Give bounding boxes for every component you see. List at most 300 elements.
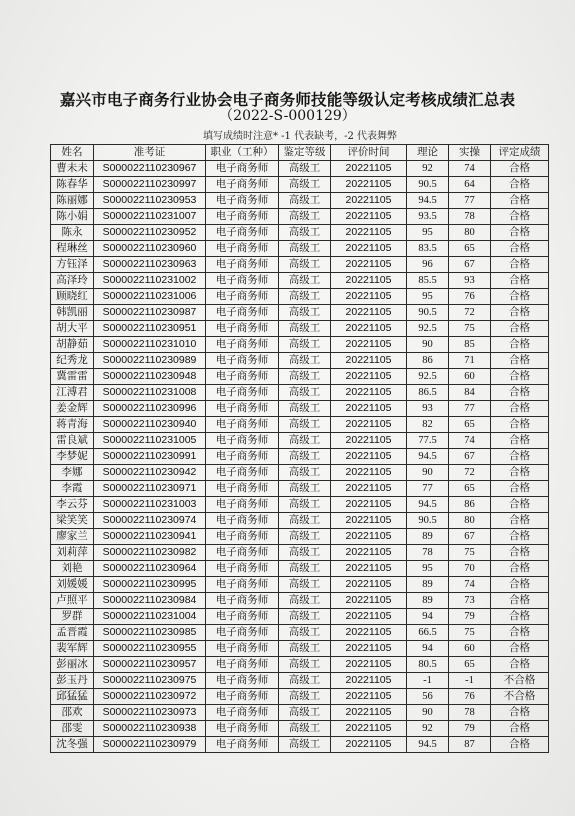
level-cell: 高级工: [279, 593, 331, 609]
result-cell: 合格: [491, 305, 549, 321]
theory-score-cell: 90: [407, 337, 449, 353]
result-cell: 合格: [491, 449, 549, 465]
practice-score-cell: 72: [449, 305, 491, 321]
practice-score-cell: 75: [449, 321, 491, 337]
name-cell: 刘媛媛: [51, 577, 94, 593]
exam-id-cell: S000022110230942: [94, 465, 206, 481]
name-cell: 李云芬: [51, 497, 94, 513]
level-cell: 高级工: [279, 193, 331, 209]
date-cell: 20221105: [331, 529, 407, 545]
table-row: [51, 513, 549, 529]
occupation-cell: 电子商务师: [206, 289, 279, 305]
theory-score-cell: 96: [407, 257, 449, 273]
table-row: [51, 321, 549, 337]
practice-score-cell: 74: [449, 433, 491, 449]
name-cell: 邵欢: [51, 705, 94, 721]
theory-score-cell: -1: [407, 673, 449, 689]
table-header: [51, 145, 549, 161]
table-row: [51, 609, 549, 625]
level-cell: 高级工: [279, 273, 331, 289]
exam-id-cell: S000022110230974: [94, 513, 206, 529]
occupation-cell: 电子商务师: [206, 241, 279, 257]
level-cell: 高级工: [279, 225, 331, 241]
date-cell: 20221105: [331, 513, 407, 529]
name-cell: 顾晓红: [51, 289, 94, 305]
theory-score-cell: 92.5: [407, 369, 449, 385]
result-cell: 合格: [491, 609, 549, 625]
theory-score-cell: 94.5: [407, 737, 449, 753]
date-cell: 20221105: [331, 433, 407, 449]
name-cell: 江溥君: [51, 385, 94, 401]
occupation-cell: 电子商务师: [206, 417, 279, 433]
name-cell: 彭丽冰: [51, 657, 94, 673]
date-cell: 20221105: [331, 289, 407, 305]
result-cell: 合格: [491, 369, 549, 385]
level-cell: 高级工: [279, 625, 331, 641]
level-cell: 高级工: [279, 401, 331, 417]
practice-score-cell: 72: [449, 465, 491, 481]
result-cell: 合格: [491, 481, 549, 497]
occupation-cell: 电子商务师: [206, 177, 279, 193]
occupation-cell: 电子商务师: [206, 481, 279, 497]
date-cell: 20221105: [331, 481, 407, 497]
occupation-cell: 电子商务师: [206, 529, 279, 545]
occupation-cell: 电子商务师: [206, 353, 279, 369]
exam-id-cell: S000022110230973: [94, 705, 206, 721]
exam-id-cell: S000022110230971: [94, 481, 206, 497]
practice-score-cell: 71: [449, 353, 491, 369]
fill-in-note: 填写成绩时注意* -1 代表缺考，-2 代表舞弊: [202, 131, 398, 142]
exam-id-cell: S000022110231010: [94, 337, 206, 353]
header-exam-id: 准考证: [94, 145, 206, 161]
name-cell: 陈丽娜: [51, 193, 94, 209]
theory-score-cell: 89: [407, 529, 449, 545]
level-cell: 高级工: [279, 657, 331, 673]
exam-id-cell: S000022110230979: [94, 737, 206, 753]
date-cell: 20221105: [331, 225, 407, 241]
name-cell: 韩凯丽: [51, 305, 94, 321]
practice-score-cell: 78: [449, 705, 491, 721]
practice-score-cell: 79: [449, 609, 491, 625]
practice-score-cell: 86: [449, 497, 491, 513]
theory-score-cell: 90.5: [407, 177, 449, 193]
result-cell: 合格: [491, 177, 549, 193]
theory-score-cell: 90.5: [407, 305, 449, 321]
table-row: [51, 529, 549, 545]
table-row: [51, 369, 549, 385]
theory-score-cell: 94.5: [407, 449, 449, 465]
exam-id-cell: S000022110231007: [94, 209, 206, 225]
table-row: [51, 401, 549, 417]
result-cell: 合格: [491, 385, 549, 401]
header-theory: 理论: [407, 145, 449, 161]
table-row: [51, 705, 549, 721]
name-cell: 胡静茹: [51, 337, 94, 353]
level-cell: 高级工: [279, 497, 331, 513]
exam-id-cell: S000022110230989: [94, 353, 206, 369]
practice-score-cell: 65: [449, 417, 491, 433]
exam-id-cell: S000022110231002: [94, 273, 206, 289]
result-cell: 不合格: [491, 689, 549, 705]
date-cell: 20221105: [331, 561, 407, 577]
level-cell: 高级工: [279, 209, 331, 225]
name-cell: 李梦妮: [51, 449, 94, 465]
theory-score-cell: 94.5: [407, 497, 449, 513]
practice-score-cell: 80: [449, 513, 491, 529]
theory-score-cell: 78: [407, 545, 449, 561]
occupation-cell: 电子商务师: [206, 657, 279, 673]
document-title: 嘉兴市电子商务行业协会电子商务师技能等级认定考核成绩汇总表: [59, 90, 516, 109]
result-cell: 合格: [491, 545, 549, 561]
occupation-cell: 电子商务师: [206, 497, 279, 513]
date-cell: 20221105: [331, 705, 407, 721]
theory-score-cell: 80.5: [407, 657, 449, 673]
name-cell: 彭玉丹: [51, 673, 94, 689]
theory-score-cell: 90: [407, 465, 449, 481]
occupation-cell: 电子商务师: [206, 385, 279, 401]
exam-id-cell: S000022110230996: [94, 401, 206, 417]
name-cell: 纪秀龙: [51, 353, 94, 369]
level-cell: 高级工: [279, 337, 331, 353]
exam-id-cell: S000022110230953: [94, 193, 206, 209]
name-cell: 陈小娟: [51, 209, 94, 225]
occupation-cell: 电子商务师: [206, 561, 279, 577]
occupation-cell: 电子商务师: [206, 609, 279, 625]
result-cell: 合格: [491, 497, 549, 513]
level-cell: 高级工: [279, 721, 331, 737]
date-cell: 20221105: [331, 209, 407, 225]
date-cell: 20221105: [331, 401, 407, 417]
table-row: [51, 177, 549, 193]
result-cell: 合格: [491, 241, 549, 257]
table-row: [51, 625, 549, 641]
date-cell: 20221105: [331, 177, 407, 193]
level-cell: 高级工: [279, 609, 331, 625]
level-cell: 高级工: [279, 465, 331, 481]
name-cell: 邵雯: [51, 721, 94, 737]
result-cell: 合格: [491, 257, 549, 273]
result-cell: 合格: [491, 561, 549, 577]
table-row: [51, 337, 549, 353]
date-cell: 20221105: [331, 417, 407, 433]
exam-id-cell: S000022110230984: [94, 593, 206, 609]
result-cell: 合格: [491, 641, 549, 657]
exam-id-cell: S000022110230952: [94, 225, 206, 241]
theory-score-cell: 86.5: [407, 385, 449, 401]
exam-id-cell: S000022110230982: [94, 545, 206, 561]
table-row: [51, 353, 549, 369]
result-cell: 合格: [491, 737, 549, 753]
result-cell: 合格: [491, 321, 549, 337]
name-cell: 孟晋霞: [51, 625, 94, 641]
name-cell: 罗群: [51, 609, 94, 625]
table-row: [51, 721, 549, 737]
practice-score-cell: 77: [449, 401, 491, 417]
result-cell: 合格: [491, 513, 549, 529]
date-cell: 20221105: [331, 193, 407, 209]
occupation-cell: 电子商务师: [206, 625, 279, 641]
exam-id-cell: S000022110230972: [94, 689, 206, 705]
result-cell: 合格: [491, 721, 549, 737]
table-row: [51, 433, 549, 449]
table-row: [51, 417, 549, 433]
header-name: 姓名: [51, 145, 94, 161]
result-cell: 合格: [491, 433, 549, 449]
level-cell: 高级工: [279, 257, 331, 273]
practice-score-cell: 70: [449, 561, 491, 577]
theory-score-cell: 92: [407, 161, 449, 177]
level-cell: 高级工: [279, 513, 331, 529]
result-cell: 合格: [491, 401, 549, 417]
header-result: 评定成绩: [491, 145, 549, 161]
theory-score-cell: 90.5: [407, 513, 449, 529]
table-row: [51, 241, 549, 257]
table-row: [51, 657, 549, 673]
date-cell: 20221105: [331, 657, 407, 673]
theory-score-cell: 94.5: [407, 193, 449, 209]
table-row: [51, 305, 549, 321]
level-cell: 高级工: [279, 577, 331, 593]
exam-id-cell: S000022110230960: [94, 241, 206, 257]
level-cell: 高级工: [279, 177, 331, 193]
date-cell: 20221105: [331, 257, 407, 273]
exam-id-cell: S000022110230948: [94, 369, 206, 385]
result-cell: 不合格: [491, 673, 549, 689]
theory-score-cell: 77: [407, 481, 449, 497]
occupation-cell: 电子商务师: [206, 225, 279, 241]
table-row: [51, 225, 549, 241]
level-cell: 高级工: [279, 481, 331, 497]
date-cell: 20221105: [331, 497, 407, 513]
header-row: [51, 145, 549, 161]
exam-id-cell: S000022110231005: [94, 433, 206, 449]
practice-score-cell: 87: [449, 737, 491, 753]
occupation-cell: 电子商务师: [206, 705, 279, 721]
date-cell: 20221105: [331, 625, 407, 641]
theory-score-cell: 82: [407, 417, 449, 433]
level-cell: 高级工: [279, 529, 331, 545]
table-row: [51, 465, 549, 481]
occupation-cell: 电子商务师: [206, 465, 279, 481]
table-row: [51, 561, 549, 577]
level-cell: 高级工: [279, 449, 331, 465]
practice-score-cell: 76: [449, 289, 491, 305]
date-cell: 20221105: [331, 353, 407, 369]
exam-id-cell: S000022110230941: [94, 529, 206, 545]
name-cell: 沈冬强: [51, 737, 94, 753]
date-cell: 20221105: [331, 273, 407, 289]
practice-score-cell: 78: [449, 209, 491, 225]
table-row: [51, 577, 549, 593]
occupation-cell: 电子商务师: [206, 337, 279, 353]
theory-score-cell: 85.5: [407, 273, 449, 289]
name-cell: 雷良斌: [51, 433, 94, 449]
theory-score-cell: 83.5: [407, 241, 449, 257]
level-cell: 高级工: [279, 433, 331, 449]
date-cell: 20221105: [331, 673, 407, 689]
occupation-cell: 电子商务师: [206, 305, 279, 321]
result-cell: 合格: [491, 417, 549, 433]
table-row: [51, 737, 549, 753]
level-cell: 高级工: [279, 385, 331, 401]
name-cell: 邱猛猛: [51, 689, 94, 705]
theory-score-cell: 93.5: [407, 209, 449, 225]
exam-id-cell: S000022110231006: [94, 289, 206, 305]
practice-score-cell: 76: [449, 689, 491, 705]
table-row: [51, 385, 549, 401]
date-cell: 20221105: [331, 161, 407, 177]
occupation-cell: 电子商务师: [206, 545, 279, 561]
occupation-cell: 电子商务师: [206, 321, 279, 337]
result-cell: 合格: [491, 625, 549, 641]
name-cell: 梁笑笑: [51, 513, 94, 529]
table-row: [51, 209, 549, 225]
date-cell: 20221105: [331, 577, 407, 593]
exam-id-cell: S000022110230997: [94, 177, 206, 193]
date-cell: 20221105: [331, 369, 407, 385]
result-cell: 合格: [491, 193, 549, 209]
occupation-cell: 电子商务师: [206, 513, 279, 529]
practice-score-cell: 84: [449, 385, 491, 401]
table-row: [51, 289, 549, 305]
date-cell: 20221105: [331, 545, 407, 561]
table-row: [51, 641, 549, 657]
practice-score-cell: 60: [449, 641, 491, 657]
practice-score-cell: 77: [449, 193, 491, 209]
level-cell: 高级工: [279, 545, 331, 561]
name-cell: 李霞: [51, 481, 94, 497]
practice-score-cell: 85: [449, 337, 491, 353]
practice-score-cell: 79: [449, 721, 491, 737]
table-row: [51, 449, 549, 465]
practice-score-cell: 73: [449, 593, 491, 609]
occupation-cell: 电子商务师: [206, 689, 279, 705]
exam-id-cell: S000022110230940: [94, 417, 206, 433]
theory-score-cell: 95: [407, 289, 449, 305]
header-date: 评价时间: [331, 145, 407, 161]
date-cell: 20221105: [331, 337, 407, 353]
level-cell: 高级工: [279, 353, 331, 369]
exam-id-cell: S000022110230938: [94, 721, 206, 737]
theory-score-cell: 95: [407, 561, 449, 577]
name-cell: 刘莉萍: [51, 545, 94, 561]
occupation-cell: 电子商务师: [206, 721, 279, 737]
name-cell: 冀雷雷: [51, 369, 94, 385]
theory-score-cell: 89: [407, 593, 449, 609]
practice-score-cell: -1: [449, 673, 491, 689]
exam-id-cell: S000022110230975: [94, 673, 206, 689]
theory-score-cell: 90: [407, 705, 449, 721]
occupation-cell: 电子商务师: [206, 257, 279, 273]
date-cell: 20221105: [331, 593, 407, 609]
exam-id-cell: S000022110230985: [94, 625, 206, 641]
header-practice: 实操: [449, 145, 491, 161]
document-number: （2022-S-000129）: [219, 108, 356, 124]
theory-score-cell: 95: [407, 225, 449, 241]
table-row: [51, 673, 549, 689]
exam-id-cell: S000022110231008: [94, 385, 206, 401]
theory-score-cell: 92.5: [407, 321, 449, 337]
table-row: [51, 273, 549, 289]
theory-score-cell: 93: [407, 401, 449, 417]
result-cell: 合格: [491, 465, 549, 481]
result-cell: 合格: [491, 705, 549, 721]
exam-id-cell: S000022110230951: [94, 321, 206, 337]
level-cell: 高级工: [279, 705, 331, 721]
date-cell: 20221105: [331, 737, 407, 753]
practice-score-cell: 65: [449, 481, 491, 497]
practice-score-cell: 65: [449, 657, 491, 673]
name-cell: 方钰泽: [51, 257, 94, 273]
occupation-cell: 电子商务师: [206, 433, 279, 449]
occupation-cell: 电子商务师: [206, 641, 279, 657]
practice-score-cell: 74: [449, 577, 491, 593]
theory-score-cell: 94: [407, 609, 449, 625]
name-cell: 陈春华: [51, 177, 94, 193]
level-cell: 高级工: [279, 161, 331, 177]
occupation-cell: 电子商务师: [206, 401, 279, 417]
name-cell: 卢照平: [51, 593, 94, 609]
name-cell: 廖家兰: [51, 529, 94, 545]
theory-score-cell: 89: [407, 577, 449, 593]
result-cell: 合格: [491, 593, 549, 609]
result-cell: 合格: [491, 289, 549, 305]
exam-id-cell: S000022110230991: [94, 449, 206, 465]
exam-id-cell: S000022110231004: [94, 609, 206, 625]
header-occupation: 职业（工种）: [206, 145, 279, 161]
table-row: [51, 257, 549, 273]
level-cell: 高级工: [279, 305, 331, 321]
exam-id-cell: S000022110230964: [94, 561, 206, 577]
occupation-cell: 电子商务师: [206, 449, 279, 465]
occupation-cell: 电子商务师: [206, 593, 279, 609]
name-cell: 陈永: [51, 225, 94, 241]
date-cell: 20221105: [331, 465, 407, 481]
level-cell: 高级工: [279, 673, 331, 689]
score-table-body: [51, 161, 549, 753]
exam-id-cell: S000022110230967: [94, 161, 206, 177]
table-row: [51, 193, 549, 209]
result-cell: 合格: [491, 657, 549, 673]
level-cell: 高级工: [279, 241, 331, 257]
table-row: [51, 689, 549, 705]
occupation-cell: 电子商务师: [206, 273, 279, 289]
practice-score-cell: 60: [449, 369, 491, 385]
result-cell: 合格: [491, 337, 549, 353]
occupation-cell: 电子商务师: [206, 161, 279, 177]
date-cell: 20221105: [331, 641, 407, 657]
result-cell: 合格: [491, 161, 549, 177]
date-cell: 20221105: [331, 721, 407, 737]
level-cell: 高级工: [279, 641, 331, 657]
date-cell: 20221105: [331, 689, 407, 705]
name-cell: 胡大平: [51, 321, 94, 337]
level-cell: 高级工: [279, 321, 331, 337]
level-cell: 高级工: [279, 561, 331, 577]
result-cell: 合格: [491, 577, 549, 593]
level-cell: 高级工: [279, 289, 331, 305]
table-row: [51, 481, 549, 497]
level-cell: 高级工: [279, 737, 331, 753]
level-cell: 高级工: [279, 689, 331, 705]
result-cell: 合格: [491, 353, 549, 369]
date-cell: 20221105: [331, 305, 407, 321]
practice-score-cell: 65: [449, 241, 491, 257]
name-cell: 刘艳: [51, 561, 94, 577]
name-cell: 程琳丝: [51, 241, 94, 257]
occupation-cell: 电子商务师: [206, 577, 279, 593]
practice-score-cell: 74: [449, 161, 491, 177]
